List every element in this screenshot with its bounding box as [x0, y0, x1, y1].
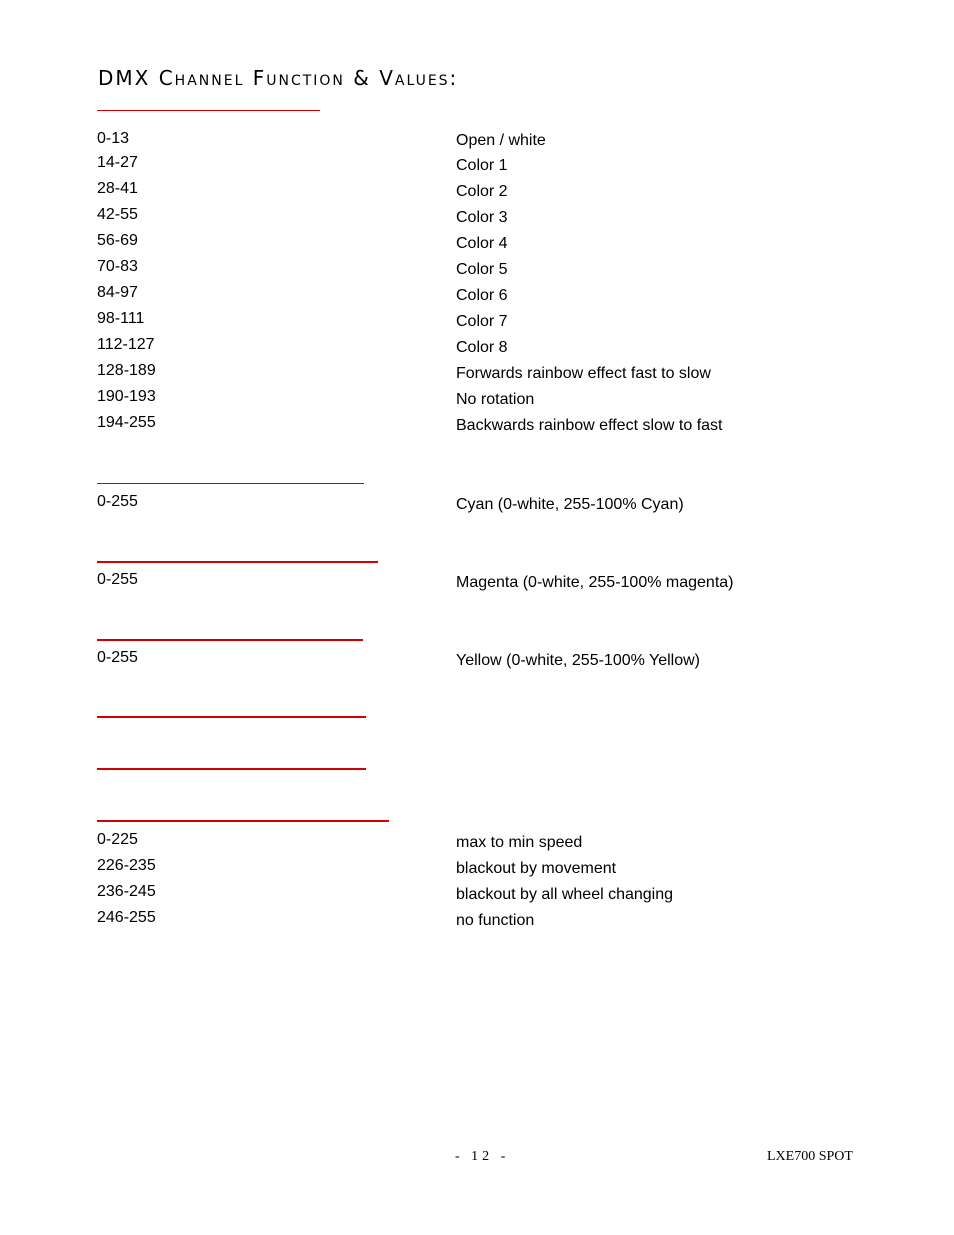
value-range: 0-255 — [97, 571, 138, 588]
value-description: Yellow (0-white, 255-100% Yellow) — [456, 652, 700, 669]
section-rule-yellow — [97, 639, 363, 641]
value-description: Open / white — [456, 132, 546, 149]
value-description: Color 7 — [456, 313, 508, 330]
value-range: 0-225 — [97, 831, 138, 848]
page-title: DMX Channel Function & Values: — [98, 66, 459, 90]
section-rule-empty-1 — [97, 716, 366, 718]
value-range: 246-255 — [97, 909, 156, 926]
section-rule-speed — [97, 820, 389, 822]
value-range: 0-13 — [97, 130, 130, 147]
value-description: Backwards rainbow effect slow to fast — [456, 417, 723, 434]
value-description: Color 5 — [456, 261, 508, 278]
section-rule-cyan — [97, 483, 364, 484]
value-range: 84-97 — [97, 284, 138, 301]
value-description: blackout by movement — [456, 860, 617, 877]
value-range: 98-111 — [97, 310, 145, 327]
value-range: 0-255 — [97, 649, 138, 666]
value-range: 236-245 — [97, 883, 156, 900]
page-number: - 12 - — [455, 1149, 510, 1164]
value-range: 226-235 — [97, 857, 156, 874]
value-range: 28-41 — [97, 180, 138, 197]
value-range: 128-189 — [97, 362, 156, 379]
value-range: 14-27 — [97, 154, 138, 171]
value-description: Forwards rainbow effect fast to slow — [456, 365, 711, 382]
section-rule-magenta — [97, 561, 378, 563]
section-rule-empty-2 — [97, 768, 366, 770]
value-description: Color 6 — [456, 287, 508, 304]
value-range: 42-55 — [97, 206, 138, 223]
value-range: 0-255 — [97, 493, 138, 510]
value-description: Magenta (0-white, 255-100% magenta) — [456, 574, 734, 591]
section-rule-color-wheel — [97, 110, 320, 111]
value-range: 112-127 — [97, 336, 155, 353]
value-description: Cyan (0-white, 255-100% Cyan) — [456, 496, 684, 513]
value-range: 56-69 — [97, 232, 138, 249]
value-description: Color 8 — [456, 339, 508, 356]
value-description: Color 3 — [456, 209, 508, 226]
value-description: no function — [456, 912, 535, 929]
value-description: max to min speed — [456, 834, 583, 851]
value-description: Color 1 — [456, 157, 508, 174]
model-name: LXE700 SPOT — [767, 1149, 853, 1164]
value-description: blackout by all wheel changing — [456, 886, 674, 903]
value-range: 70-83 — [97, 258, 138, 275]
value-range: 194-255 — [97, 414, 156, 431]
value-description: No rotation — [456, 391, 535, 408]
value-description: Color 4 — [456, 235, 508, 252]
value-description: Color 2 — [456, 183, 508, 200]
value-range: 190-193 — [97, 388, 156, 405]
